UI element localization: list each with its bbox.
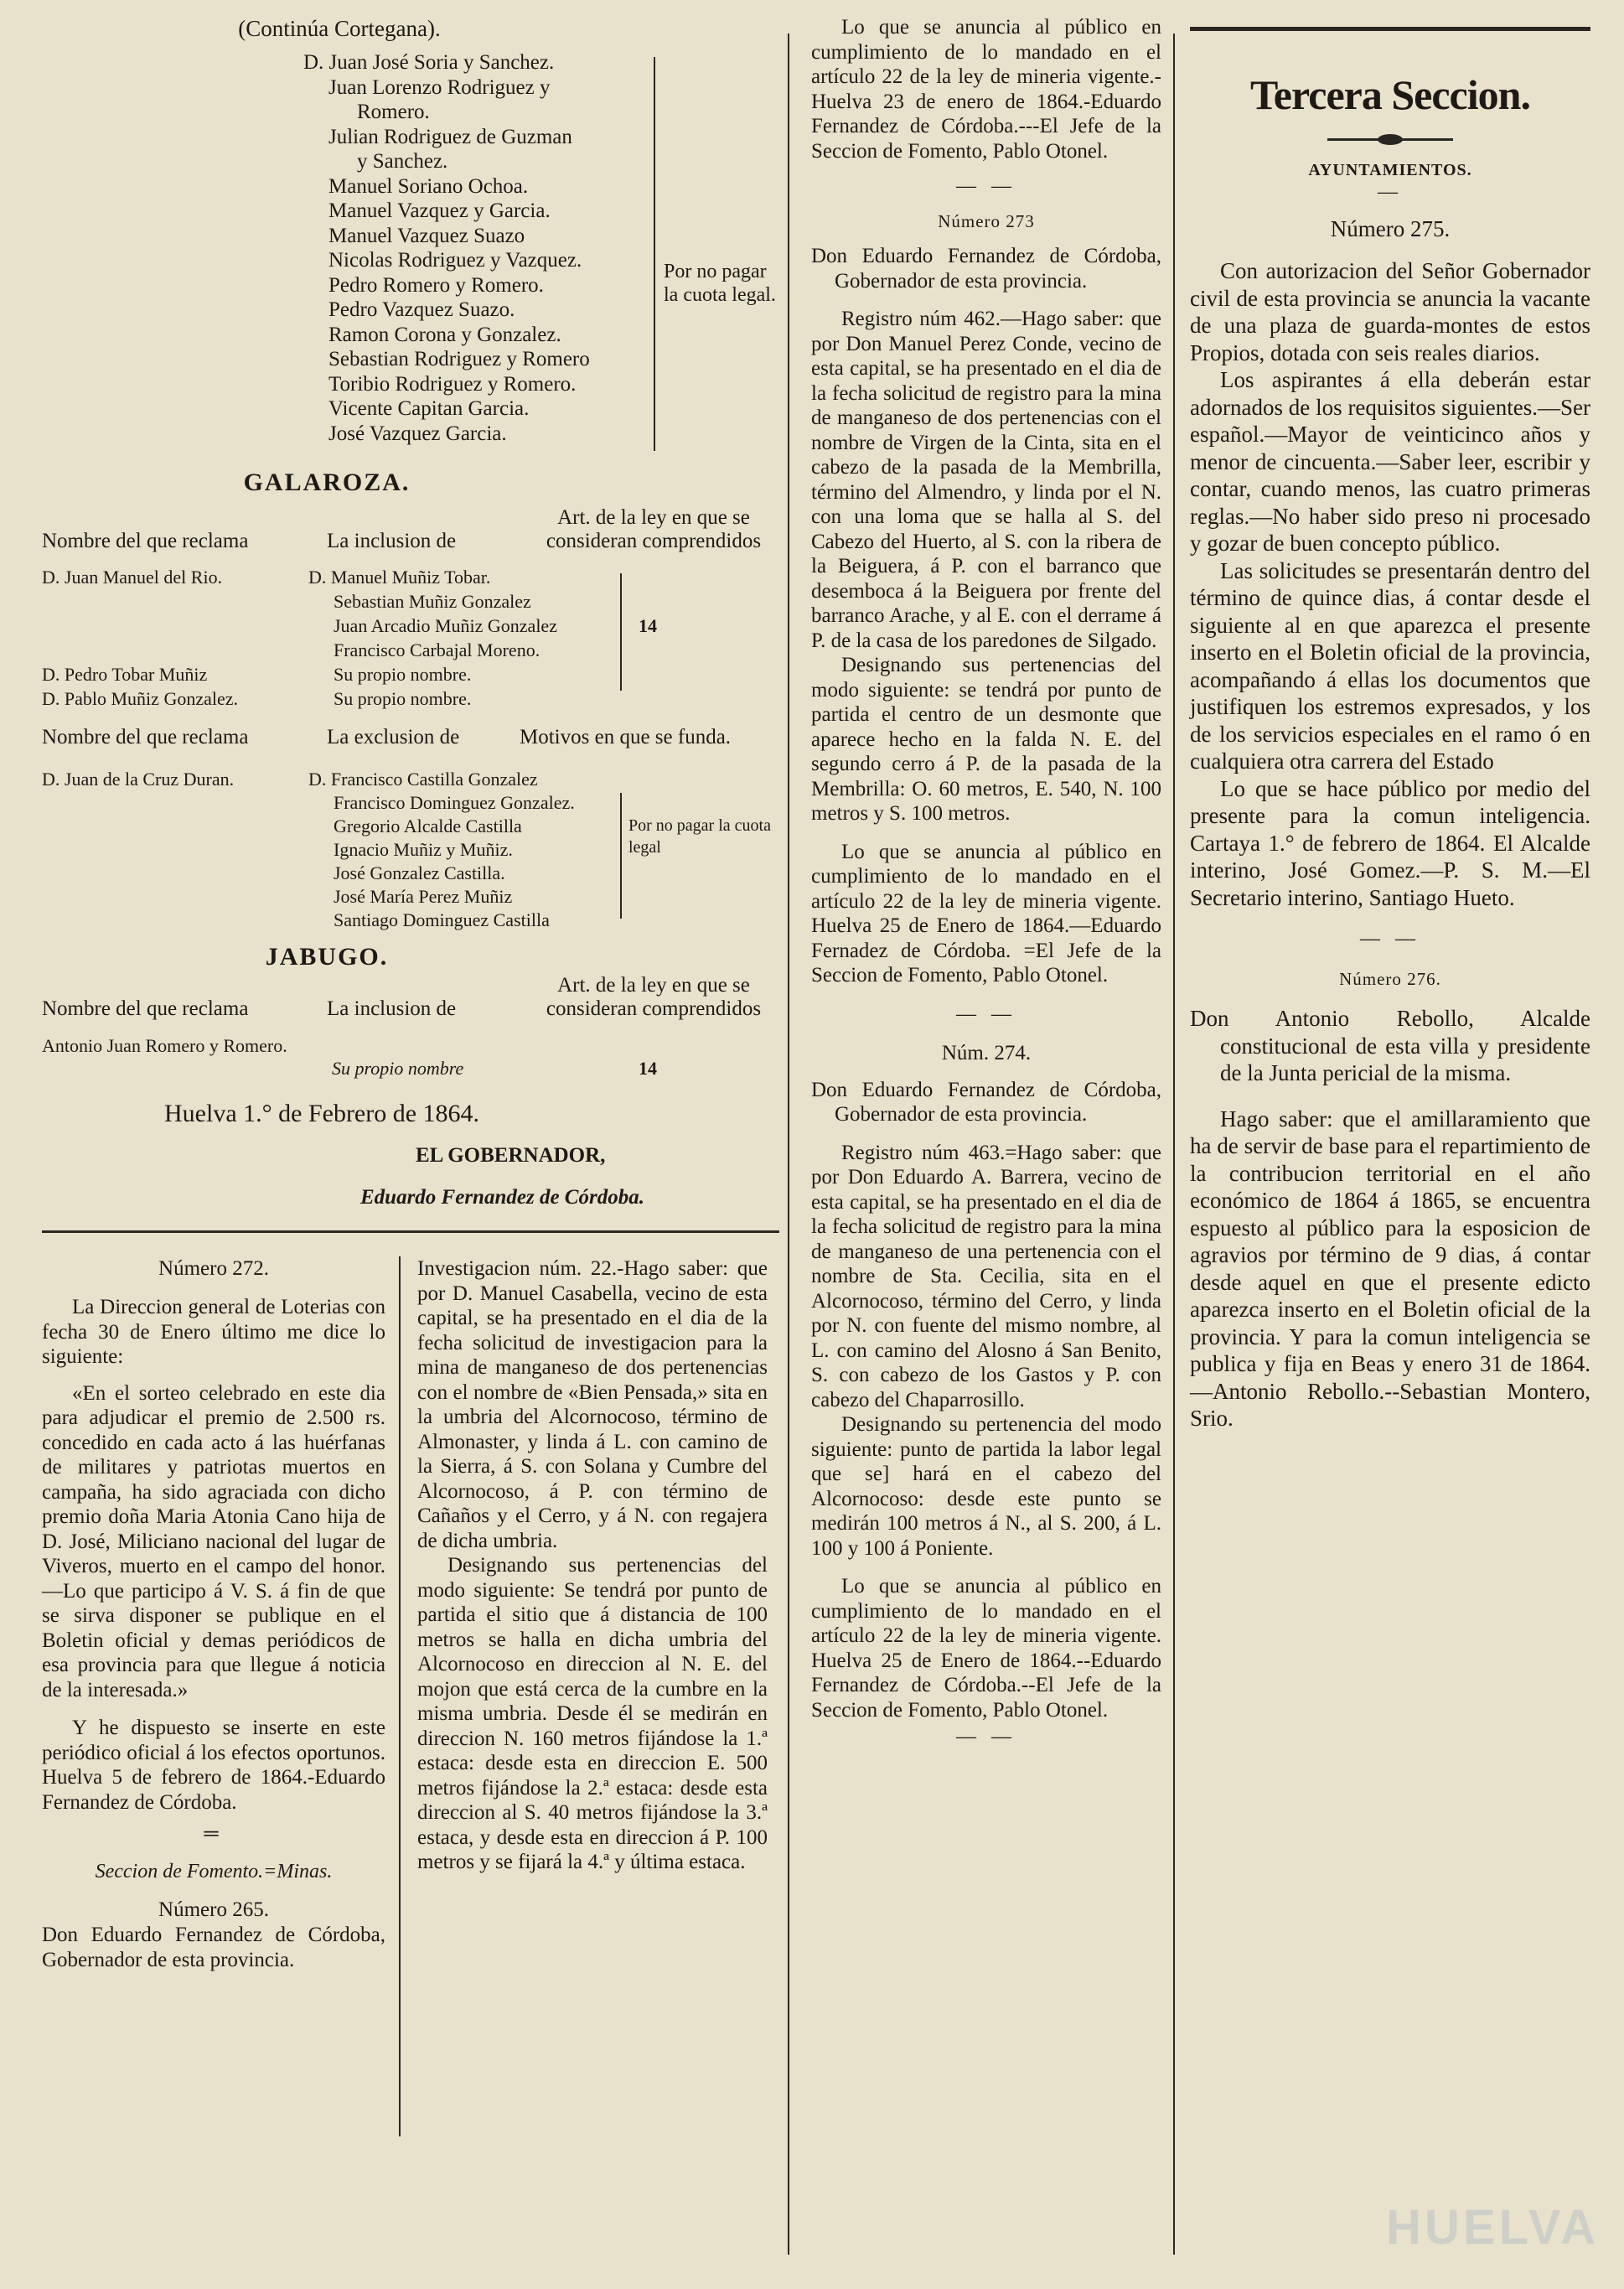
exclusion-note: Por no pagar la cuota legal — [628, 816, 771, 857]
galaroza-excluded — [308, 768, 644, 932]
notice-275-title: Número 275. — [1330, 216, 1451, 241]
section-rule — [42, 1230, 779, 1233]
separator: ═ — [204, 1823, 224, 1845]
jabugo-title: JABUGO. — [265, 943, 389, 971]
claimant: D. Juan de la Cruz Duran. — [42, 769, 235, 790]
notice-top-closing: Lo que se anuncia al público en cumplimiento de lo mandado en el artículo 22 de la ley de mineria vigente.- Huelva 23 de enero de 1864.-Eduardo Fernandez de Córdoba.---El Jefe de la Seccion de Fomento, Pablo Otonel. — [811, 16, 1161, 163]
claimant: D. Pedro Tobar Muñiz — [42, 664, 208, 685]
cortegana-name: Sebastian Rodriguez y Romero — [328, 348, 590, 370]
notice-272-intro: La Direccion general de Loterias con fecha 30 de Enero último me dice lo siguiente: — [42, 1296, 385, 1368]
fomento-heading: Seccion de Fomento.=Minas. — [95, 1861, 333, 1882]
notice-272-title: Número 272. — [158, 1257, 269, 1280]
subcolumn-right — [417, 1256, 768, 1875]
notice-274-title: Núm. 274. — [941, 1041, 1032, 1064]
registro-462-designation: Designando sus pertenencias del modo siguiente: se tendrá por punto de partida el centro de un desmonte que aparece hecho en la falda N. E. del segundo cerro á P. de la pasada de la Membrilla: O. 60 metros, E. 540, N. 100 metros y S. 100 metros. — [811, 654, 1161, 825]
notice-275-body: Con autorizacion del Señor Gobernador civil de esta provincia se anuncia la vacante de una plaza de guarda-montes de estos Propios, dotada con seis reales diarios. — [1190, 258, 1590, 365]
cortegana-name: Romero. — [357, 101, 430, 123]
cortegana-name: Pedro Vazquez Suazo. — [328, 298, 515, 321]
cortegana-list — [303, 50, 776, 461]
registro-463-closing: Lo que se anuncia al público en cumplimiento de lo mandado en el artículo 22 de la ley de mineria vigente. Huelva 25 de Enero de 1864.--Eduardo Fernandez de Córdoba.--El Jefe de la Seccion de Fomento, Pablo Otonel. — [811, 1575, 1161, 1722]
galaroza-header-2 — [42, 726, 779, 749]
cortegana-name: Juan Lorenzo Rodriguez y — [328, 75, 551, 99]
excluded-name: José Gonzalez Castilla. — [334, 862, 505, 883]
header-claimant: Nombre del que reclama — [42, 530, 249, 552]
galaroza-exclusion — [42, 768, 779, 935]
notice-272-body: «En el sorteo celebrado en este dia para adjudicar el premio de 2.500 rs. concedido en cada acto á las huérfanas de militares y patriotas muertos en campaña, ha sido agraciada con dicho premio doña Maria Atonia Cano hija de D. José, Miliciano nacional del lugar de Viveros, muerto en el campo del honor.—Lo que participo á V. S. á fin de que se sirva disponer se publique en el Boletin oficial y demas periódicos de esa provincia para que llegue á noticia de la interesada.» — [42, 1381, 385, 1701]
tercera-seccion-heading: Tercera Seccion. — [1250, 71, 1530, 118]
ornament-rule — [1327, 138, 1453, 141]
included-name: Francisco Carbajal Moreno. — [334, 640, 540, 660]
registro-463: Registro núm 463.=Hago saber: que por Don Eduardo A. Barrera, vecino de esta capital, se ha presentado en el dia de la fecha solicitud de registro para la mina de manganeso de una pertenencia con el nombre de Sta. Cecilia, sita en el Alcornocoso, término del Cerro, y linda por N. con fuente del mismo nombre, al L. con camino del Alosno á San Benito, S. con cabezo de los Gastos y P. con cabezo del Chaparrosillo. — [811, 1141, 1161, 1411]
header-inclusion: La inclusion de — [327, 997, 457, 1020]
notice-274-intro: Don Eduardo Fernandez de Córdoba, Gobernador de esta provincia. — [811, 1078, 1161, 1126]
ayuntamientos-heading: AYUNTAMIENTOS. — [1308, 161, 1472, 179]
top-rule — [1190, 27, 1590, 31]
claimant: Antonio Juan Romero y Romero. — [42, 1035, 287, 1056]
notice-275-applications: Las solicitudes se presentarán dentro del término de quince dias, á contar desde el siguiente al en que aparezca el presente inserto en el Boletin oficial de la provincia, acompañando á ellas los documentos que justifiquen los estremos expresados, y los de los servicios especiales en el ramo ó en cualquiera otra carrera del Estado — [1190, 557, 1590, 774]
cortegana-name: Toribio Rodriguez y Romero. — [328, 372, 577, 396]
cortegana-names — [303, 50, 773, 446]
notice-275-requirements: Los aspirantes á ella deberán estar adornados de los requisitos siguientes.—Ser español.—Mayor de veinticinco años y menor de cincuenta.—Saber leer, escribir y contar, cuando menos, las cuatro primeras reglas.—No haber sido preso ni procesado y gozar de buen concepto público. — [1190, 367, 1590, 556]
lower-subcolumns — [42, 1256, 779, 2153]
cortegana-name: Ramon Corona y Gonzalez. — [328, 323, 561, 346]
notice-276-intro: Don Antonio Rebollo, Alcalde constitucional de esta villa y presidente de la Junta pericial de la misma. — [1190, 1006, 1590, 1085]
included-name: Su propio nombre. — [334, 688, 472, 709]
article-number: 14 — [639, 615, 657, 636]
ornament-dot — [1378, 134, 1403, 145]
subcolumn-left — [42, 1256, 385, 1972]
gobernador-title: EL GOBERNADOR, — [416, 1144, 606, 1167]
registro-463-designation: Designando su pertenencia del modo siguiente: punto de partida la labor legal que se] hará en el cabezo del Alcornocoso: desde este punto se medirán 100 metros á N., al S. 200, á L. 100 y 100 á Poniente. — [811, 1413, 1161, 1560]
included-name: Sebastian Muñiz Gonzalez — [334, 591, 531, 612]
jabugo-row — [42, 1034, 779, 1093]
cortegana-name: Nicolas Rodriguez y Vazquez. — [328, 249, 582, 272]
jabugo-header — [42, 974, 779, 1021]
header-exclusion: La exclusion de — [327, 726, 460, 748]
header-article: Art. de la ley en que se consideran comprendidos — [546, 974, 762, 1020]
header-article: Art. de la ley en que se consideran comprendidos — [546, 506, 762, 552]
included-name: Su propio nombre. — [334, 664, 472, 685]
galaroza-title: GALAROZA. — [243, 469, 411, 496]
notice-265-title: Número 265. — [158, 1898, 269, 1921]
watermark: HUELVA — [1386, 2200, 1599, 2255]
cortegana-name: Pedro Romero y Romero. — [328, 273, 544, 297]
cortegana-name: Manuel Soriano Ochoa. — [328, 174, 529, 198]
column-rule-2 — [1173, 34, 1175, 2255]
excluded-name: D. Francisco Castilla Gonzalez — [308, 769, 538, 790]
notice-272-closing: Y he dispuesto se inserte en este periódico oficial á los efectos oportunos. Huelva 5 de febrero de 1864.-Eduardo Fernandez de Córdoba. — [42, 1717, 385, 1814]
separator: — — — [956, 1002, 1016, 1025]
column-2 — [811, 15, 1161, 1748]
header-motives: Motivos en que se funda. — [520, 726, 732, 748]
header-claimant: Nombre del que reclama — [42, 997, 249, 1020]
excluded-name: José María Perez Muñiz — [334, 886, 513, 907]
notice-276-body: Hago saber: que el amillaramiento que ha de servir de base para el repartimiento de la contribucion territorial en el año económico de 1864 á 1865, se encuentra espuesto al público para la esposicion de agravios por término de 9 dias, á contar desde aquel en que el presente edicto aparezca inserto en el Boletin oficial de la provincia. Y para la comun inteligencia se publica y fija en Beas y enero 31 de 1864.—Antonio Rebollo.--Sebastian Montero, Srio. — [1190, 1106, 1590, 1431]
excluded-name: Ignacio Muñiz y Muñiz. — [334, 839, 513, 860]
date-line: Huelva 1.° de Febrero de 1864. — [164, 1100, 480, 1127]
galaroza-claimants — [42, 565, 310, 711]
article-number: 14 — [639, 1058, 657, 1079]
separator: — — — [956, 175, 1016, 197]
galaroza-included — [308, 565, 627, 711]
registro-462-closing: Lo que se anuncia al público en cumplimiento de lo mandado en el artículo 22 de la ley de mineria vigente. Huelva 25 de Enero de 1864.—Eduardo Fernadez de Córdoba. =El Jefe de la Seccion de Fomento, Pablo Otonel. — [811, 840, 1161, 987]
separator: — — [1378, 181, 1403, 203]
column-1 — [42, 15, 779, 2153]
cortegana-note: Por no pagar la cuota legal. — [664, 261, 776, 306]
claimant: D. Juan Manuel del Rio. — [42, 567, 223, 588]
header-inclusion: La inclusion de — [327, 530, 457, 552]
registro-462: Registro núm 462.—Hago saber: que por Don Manuel Perez Conde, vecino de esta capital, se ha presentado en el dia de la fecha solicitud de registro para la mina de manganeso de dos pertenencias con el nombre de Virgen de la Cinta, sita en el cabezo de la pasada de la Membrilla, término del Almendro, y linda por el N. con una loma que se halla al S. del Cabezo del Huerto, al S. con la ribera de la Beiguera, á P. con el barranco que desemboca á la Beiguera por frente del barranco Arache, y al E. con el derrame á P. de la casa de los paredones de Silgado. — [811, 308, 1161, 652]
continua-heading: (Continúa Cortegana). — [238, 16, 441, 41]
gobernador-signature: Eduardo Fernandez de Córdoba. — [360, 1186, 644, 1209]
investigacion-22: Investigacion núm. 22.-Hago saber: que por D. Manuel Casabella, vecino de esta capital, se ha presentado en el dia de la fecha solicitud de investigacion para la mina de manganeso de dos pertenencias con el nombre de «Bien Pensada,» sita en la umbria del Alcornocoso, término de Almonaster, y linda á L. con camino de la Sierra, á S. con Solana y Cumbre del Alcornocoso, á P. con término de Cañaños y el Cerro, y á N. con regajera de dicha umbria. — [417, 1257, 768, 1552]
excluded-name: Francisco Dominguez Gonzalez. — [334, 792, 575, 813]
separator: — — — [956, 1726, 1016, 1748]
separator: — — — [1360, 928, 1420, 950]
subcolumn-rule — [399, 1256, 401, 2136]
galaroza-excl-brace — [620, 793, 622, 919]
included-name: Su propio nombre — [332, 1058, 464, 1079]
galaroza-header-1 — [42, 506, 779, 553]
cortegana-name: Manuel Vazquez y Garcia. — [328, 199, 551, 222]
notice-273-intro: Don Eduardo Fernandez de Córdoba, Gobernador de esta provincia. — [811, 245, 1161, 293]
cortegana-name: y Sanchez. — [357, 150, 448, 173]
cortegana-name: D. Juan José Soria y Sanchez. — [303, 51, 555, 74]
excluded-name: Santiago Dominguez Castilla — [334, 909, 550, 930]
column-rule-1 — [788, 34, 789, 2255]
excluded-name: Gregorio Alcalde Castilla — [334, 816, 522, 836]
cortegana-brace — [654, 57, 655, 451]
included-name: Juan Arcadio Muñiz Gonzalez — [334, 615, 557, 636]
galaroza-inclusion — [42, 565, 779, 714]
cortegana-name: José Vazquez Garcia. — [328, 422, 507, 445]
notice-275-closing: Lo que se hace público por medio del presente para la comun inteligencia. Cartaya 1.° de febrero de 1864. El Alcalde interino, José Gomez.—P. S. M.—El Secretario interino, Santiago Hueto. — [1190, 775, 1590, 910]
notice-276-title: Número 276. — [1339, 969, 1441, 989]
included-name: D. Manuel Muñiz Tobar. — [308, 567, 491, 588]
column-3 — [1190, 15, 1590, 1432]
notice-265-intro: Don Eduardo Fernandez de Córdoba, Gobernador de esta provincia. — [42, 1924, 385, 1971]
header-claimant: Nombre del que reclama — [42, 726, 249, 748]
cortegana-name: Manuel Vazquez Suazo — [328, 224, 525, 247]
cortegana-name: Julian Rodriguez de Guzman — [328, 125, 572, 148]
cortegana-name: Vicente Capitan Garcia. — [328, 397, 530, 420]
investigacion-22-designation: Designando sus pertenencias del modo siguiente: Se tendrá por punto de partida el sitio que á distancia de 100 metros se halla en dicha umbria del Alcornocoso en direccion al N. E. del mojon que está cerca de la cumbre en la misma umbria. Desde él se medirán en direccion N. 160 metros fijándose la 1.ª estaca: desde esta en direccion E. 500 metros fijándose la 2.ª estaca: desde esta direccion al S. 40 metros fijándose la 3.ª estaca, y desde esta en direccion á P. 100 metros y se fijará la 4.ª y última estaca. — [417, 1554, 768, 1873]
claimant: D. Pablo Muñiz Gonzalez. — [42, 688, 238, 709]
notice-273-title: Número 273 — [938, 211, 1035, 231]
galaroza-brace — [620, 573, 622, 691]
